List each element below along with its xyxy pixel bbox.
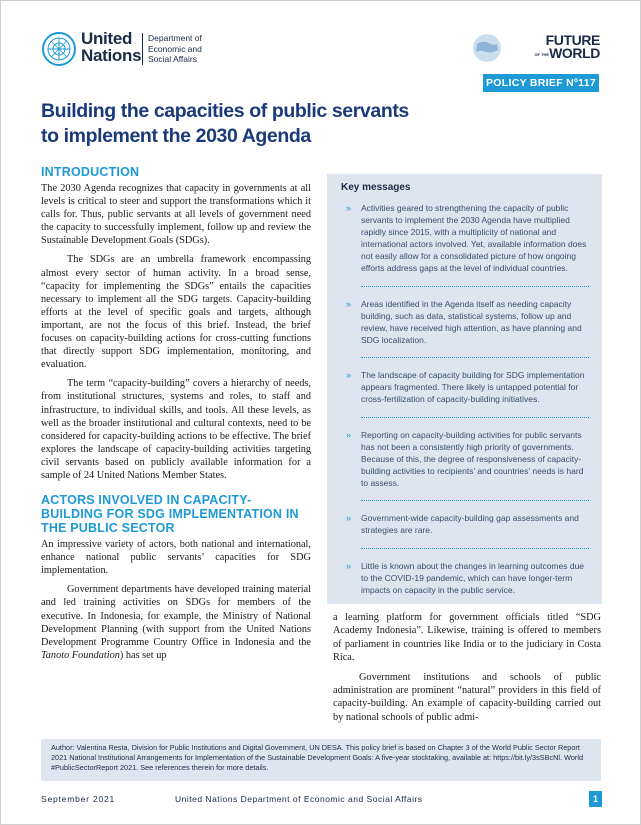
author-note: Author: Valentina Resta, Division for Public Institutions and Digital Government, UN DESA. This policy brief is based on Chapter 3 of the World Public Sector Report 2021 National Institutional Arrangements for Implementation of the Sustainable Development Goals: A five-year stocktaking, available at: https://bit.ly/3sSBcNl. World #PublicSectorReport 2021. See references therein for more details. — [51, 743, 584, 772]
intro-paragraph: The 2030 Agenda recognizes that capacity in governments at all levels is critical to steer and support the transformations which it calls for. Thus, public servants at all levels of government need the capacity to successfully implement, follow up and review the Sustainable Development Goals (SDGs). — [41, 183, 311, 247]
intro-paragraph: The term “capacity-building” covers a hierarchy of needs, from institutional structures, systems and roles, to staff and infrastructure, to individual skills, and tools. All these levels, as well as the broader institutional and cultural contexts, need to be considered for capacity-building actions to be effective. The brief explores the landscape of capacity-building activities targeting civil servants based on publicly available information for a sample of 24 United Nations Member States. — [41, 378, 311, 481]
series-ofthe: OF THE — [534, 51, 550, 57]
actors-paragraph: Government institutions and schools of public administration are prominent “natural” providers in this field of capacity-building. An example of capacity-building carried out by national schools of public admi- — [333, 671, 601, 723]
key-message-separator — [361, 417, 589, 418]
page-title — [41, 99, 481, 149]
intro-paragraph: The SDGs are an umbrella framework encompassing almost every sector of human activity. In a broad sense, “capacity for implementing the SDGs” entails the capacities necessary to implement all the SDG targets. Capacity-building efforts at the level of specific goals and targets, although important, are not the focus of this brief. Instead, the brief focuses on capacity-building actions for cross-cutting functions that directly support SDG implementation, monitoring, and evaluation. — [41, 254, 311, 371]
right-column — [333, 611, 601, 724]
key-message-separator — [361, 357, 589, 358]
org-name-line2: Nations — [81, 46, 142, 65]
series-line1: FUTURE — [545, 32, 600, 48]
department-line3: Social Affairs — [148, 54, 197, 64]
actors-heading-line2: BUILDING FOR SDG IMPLEMENTATION IN — [41, 507, 299, 522]
policy-brief-number: POLICY BRIEF Nº117 — [483, 74, 599, 92]
org-name — [81, 30, 141, 64]
actors-paragraph — [41, 583, 311, 662]
actors-heading-line3: THE PUBLIC SECTOR — [41, 521, 175, 536]
title-line1: Building the capacities of public servants — [41, 100, 409, 122]
key-message: » Activities geared to strengthening the capacity of public servants to implement the 2030 Agenda have multiplied rapidly since 2015, with a multiplicity of national and international actors involved. Yet, available information does not easily allow for a consolidated picture of how ongoing efforts address gaps at the level of individual countries. — [342, 202, 592, 274]
key-message: » The landscape of capacity building for SDG implementation appears fragmented. There likely is untapped potential for cross-fertilization of capacity-building initiatives. — [342, 369, 592, 405]
actors-heading-line1: ACTORS INVOLVED IN CAPACITY- — [41, 493, 252, 508]
key-message: » Reporting on capacity-building activities for public servants has not been a consistently high priority of governments. Because of this, the degree of responsiveness of capacity-building activities to recipients’ and countries’ needs is hard to assess. — [342, 429, 592, 489]
org-name-line1: United — [81, 29, 133, 48]
actors-heading — [41, 493, 311, 535]
actors-paragraph: a learning platform for government officials titled “SDG Academy Indonesia”. Likewise, training is offered to members of parliament in countries like India or to the judiciary in Costa Rica. — [333, 612, 601, 664]
page-number: 1 — [589, 791, 602, 807]
left-column — [41, 165, 311, 662]
header-divider — [142, 33, 143, 65]
series-logo — [500, 34, 600, 61]
department-name — [148, 33, 202, 65]
introduction-heading: INTRODUCTION — [41, 165, 140, 179]
department-line2: Economic and — [148, 43, 202, 54]
publication-date: September 2021 — [41, 794, 116, 804]
actors-text: Government departments have developed training material and led training activities on SDGs for members of the executive. In Indonesia, for example, the Ministry of National Development Planning (with support from the United Nations Development Programme Country Office in Indonesia and the — [41, 584, 311, 648]
key-message-separator — [361, 548, 589, 549]
key-message: » Areas identified in the Agenda itself as needing capacity building, such as data, statistical systems, follow up and review, have received high attention, as have planning and SDG localization. — [342, 298, 592, 346]
globe-icon — [471, 32, 503, 64]
actors-paragraph: An impressive variety of actors, both national and international, enhance national public servants’ capacities for SDG implementation. — [41, 539, 311, 577]
key-messages-title: Key messages — [341, 182, 411, 193]
foundation-name: Tanoto Foundation — [41, 649, 120, 661]
footer-department: United Nations Department of Economic and Social Affairs — [175, 794, 423, 804]
series-line2: WORLD — [549, 45, 600, 61]
key-messages-list — [342, 202, 592, 607]
key-message: » Government-wide capacity-building gap assessments and strategies are rare. — [342, 512, 592, 536]
title-line2: to implement the 2030 Agenda — [41, 125, 311, 147]
key-message: » Little is known about the changes in learning outcomes due to the COVID-19 pandemic, which can have longer-term impacts on capacity in the public service. — [342, 560, 592, 596]
un-emblem-icon — [41, 31, 77, 67]
key-message-separator — [361, 500, 589, 501]
actors-text: ) has set up — [119, 649, 167, 661]
key-message-separator — [361, 286, 589, 287]
department-line1: Department of — [148, 33, 202, 43]
